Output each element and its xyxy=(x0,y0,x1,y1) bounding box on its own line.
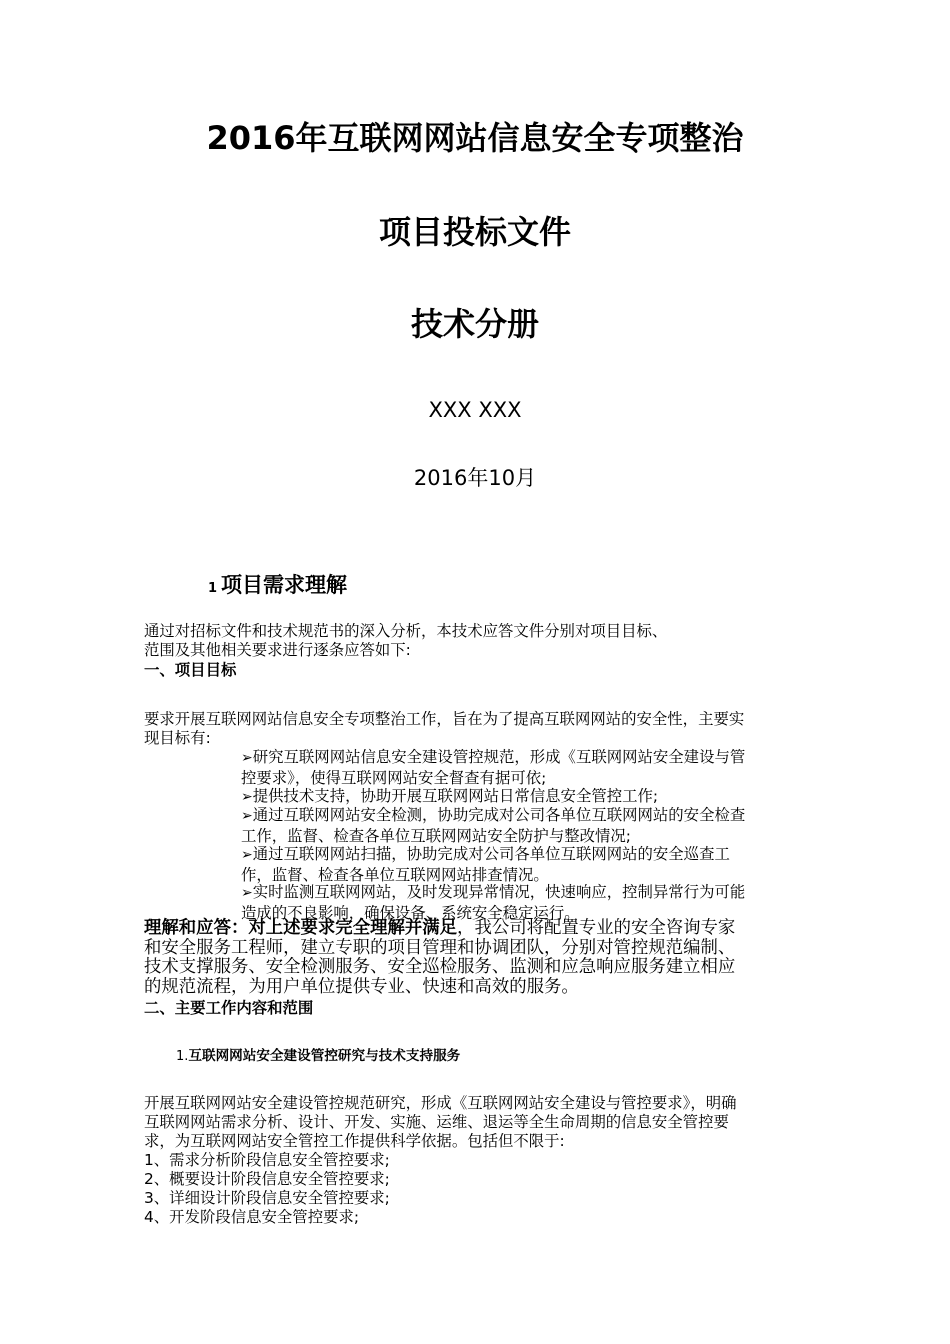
cover-date: 2016年10月 xyxy=(413,466,537,490)
list-item: 1、需求分析阶段信息安全管控要求; xyxy=(144,1151,390,1169)
intro-line1: 通过对招标文件和技术规范书的深入分析，本技术应答文件分别对项目目标、 xyxy=(144,622,668,640)
bullet-arrow-icon: ➢ xyxy=(241,847,253,863)
work-line1: 开展互联网网站安全建设管控规范研究，形成《互联网网站安全建设与管控要求》，明确 xyxy=(144,1094,737,1112)
bullet-arrow-icon: ➢ xyxy=(241,750,253,766)
bullet-arrow-icon: ➢ xyxy=(241,808,253,824)
work-line2: 互联网网站需求分析、设计、开发、实施、运维、退运等全生命周期的信息安全管控要 xyxy=(144,1113,729,1131)
response-line1: ，我公司将配置专业的安全咨询专家 xyxy=(457,918,736,938)
response-line2: 和安全服务工程师，建立专职的项目管理和协调团队，分别对管控规范编制、 xyxy=(144,937,736,958)
response-line3: 技术支撑服务、安全检测服务、安全巡检服务、监测和应急响应服务建立相应 xyxy=(144,957,736,977)
bullet-item-1 xyxy=(241,748,745,788)
bullet-1-line1: 研究互联网网站信息安全建设管控规范，形成《互联网网站安全建设与管 xyxy=(252,748,746,766)
cover-title-line2: 项目投标文件 xyxy=(378,213,571,251)
bullet-3-line1: 通过互联网网站安全检测，协助完成对公司各单位互联网网站的安全检查 xyxy=(252,806,746,824)
bullet-item-5 xyxy=(241,883,745,923)
work-line3: 求，为互联网网站安全管控工作提供科学依据。包括但不限于: xyxy=(144,1132,565,1150)
list-item: 4、开发阶段信息安全管控要求; xyxy=(144,1208,360,1226)
cover-title-line1: 2016年互联网网站信息安全专项整治 xyxy=(206,119,744,157)
sub2-item-number: 1. xyxy=(176,1049,189,1064)
bullet-3-line2: 工作，监督、检查各单位互联网网站安全防护与整改情况; xyxy=(241,826,631,845)
response-line4: 的规范流程，为用户单位提供专业、快速和高效的服务。 xyxy=(144,976,579,997)
bullet-2-line1: 提供技术支持，协助开展互联网网站日常信息安全管控工作; xyxy=(252,787,659,805)
sub1-heading: 一、项目目标 xyxy=(144,661,237,679)
list-item: 3、详细设计阶段信息安全管控要求; xyxy=(144,1189,390,1207)
req-line2: 现目标有: xyxy=(144,729,211,747)
bullet-1-line2: 控要求》，使得互联网网站安全督查有据可依; xyxy=(241,768,547,787)
cover-title-line3: 技术分册 xyxy=(410,305,539,343)
section1-heading xyxy=(208,571,347,603)
response-paragraph xyxy=(144,919,735,997)
bullet-item-3 xyxy=(241,806,745,846)
bullet-4-line2: 作，监督、检查各单位互联网网站排查情况。 xyxy=(241,865,549,884)
bullet-arrow-icon: ➢ xyxy=(241,885,253,901)
cover-company: XXX XXX xyxy=(428,398,522,422)
bullet-5-line1: 实时监测互联网网站，及时发现异常情况，快速响应，控制异常行为可能 xyxy=(252,883,746,901)
sub2-heading: 二、主要工作内容和范围 xyxy=(144,999,314,1017)
sub2-item-heading xyxy=(176,1047,460,1066)
bullet-arrow-icon: ➢ xyxy=(241,789,253,805)
intro-line2: 范围及其他相关要求进行逐条应答如下: xyxy=(144,641,411,659)
bullet-item-4 xyxy=(241,845,730,885)
section1-number: 1 xyxy=(208,581,218,596)
sub2-item-heading-text: 互联网网站安全建设管控研究与技术支持服务 xyxy=(188,1048,461,1064)
list-item: 2、概要设计阶段信息安全管控要求; xyxy=(144,1170,390,1188)
response-label: 理解和应答：对上述要求完全理解并满足 xyxy=(144,918,458,938)
section1-heading-text: 项目需求理解 xyxy=(221,573,348,597)
bullet-item-2 xyxy=(241,787,658,808)
req-line1: 要求开展互联网网站信息安全专项整治工作，旨在为了提高互联网网站的安全性，主要实 xyxy=(144,710,745,728)
bullet-5-line2: 造成的不良影响，确保设备、系统安全稳定运行。 xyxy=(241,903,580,922)
bullet-4-line1: 通过互联网网站扫描，协助完成对公司各单位互联网网站的安全巡查工 xyxy=(252,845,730,863)
